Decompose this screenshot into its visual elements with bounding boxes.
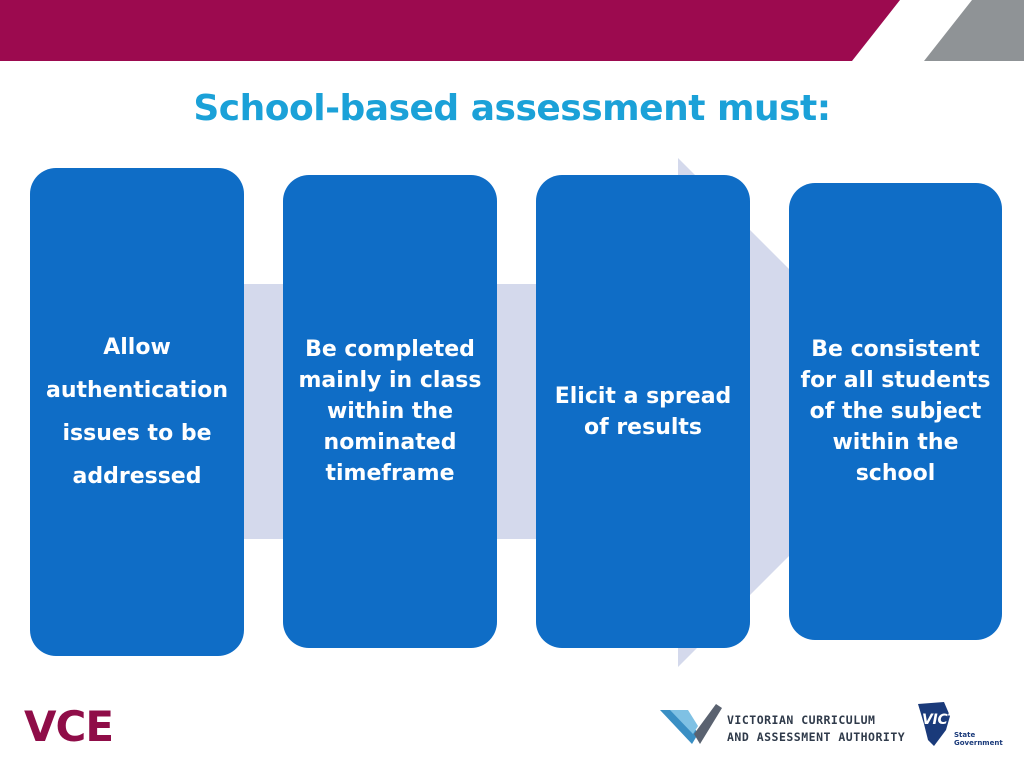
victoria-sub-line: Government (954, 739, 1003, 747)
step-card-1-line: addressed (72, 464, 202, 489)
step-card-4-line: for all students (800, 368, 991, 393)
step-card-2-line: Be completed (305, 337, 475, 362)
step-card-3 (536, 175, 750, 648)
vcaa-line: VICTORIAN CURRICULUM (727, 713, 876, 727)
vcaa-line: AND ASSESSMENT AUTHORITY (727, 730, 906, 744)
victoria-state-government-logo (916, 700, 1006, 752)
connector-2-3 (497, 284, 537, 539)
step-card-3-line: of results (583, 414, 703, 440)
vcaa-logo (658, 700, 906, 748)
step-card-4-line: within the (832, 430, 959, 455)
connector-1-2 (244, 284, 284, 539)
vce-logo: VCE (24, 702, 114, 751)
vcaa-wordmark (727, 712, 905, 746)
step-card-3-line: Elicit a spread (554, 383, 732, 409)
step-card-2 (283, 175, 497, 648)
victoria-wordmark: VICTORIA (922, 712, 995, 728)
step-card-1 (30, 168, 244, 656)
step-card-4-line: school (855, 461, 936, 486)
step-card-1-line: issues to be (62, 421, 212, 446)
step-card-4-line: Be consistent (811, 337, 980, 362)
step-card-1-line: authentication (45, 378, 229, 403)
step-card-2-line: within the (326, 399, 453, 424)
vcaa-mark-icon (658, 700, 724, 748)
page-title: School-based assessment must: (193, 88, 831, 129)
victoria-sub-line: State (954, 731, 976, 739)
step-card-2-line: mainly in class (298, 368, 482, 393)
step-card-2-line: timeframe (325, 461, 455, 486)
step-card-1-line: Allow (103, 335, 171, 360)
step-card-2-line: nominated (323, 430, 457, 455)
step-card-4 (789, 183, 1002, 640)
step-card-4-line: of the subject (809, 399, 982, 424)
